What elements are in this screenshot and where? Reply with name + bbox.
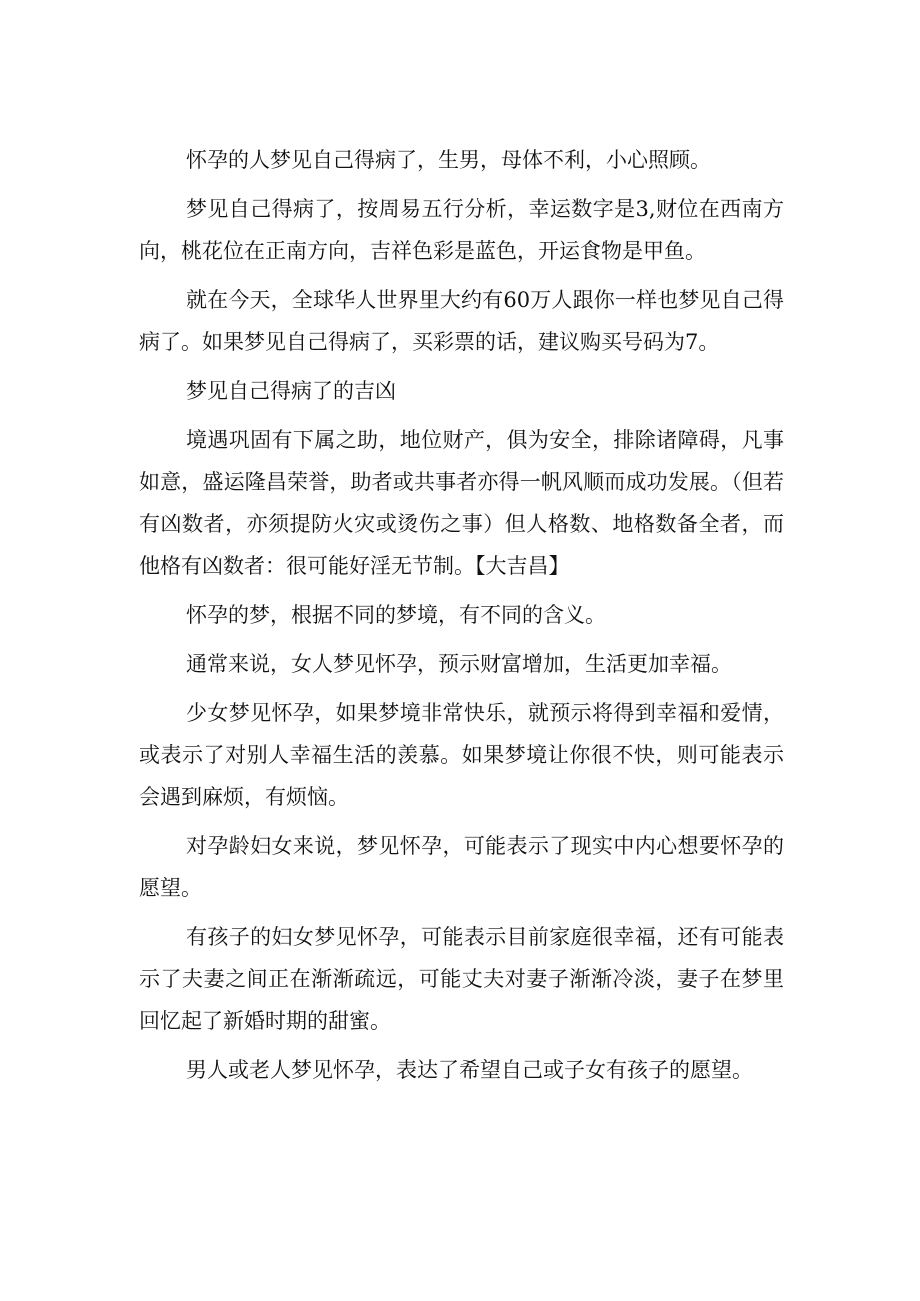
paragraph-pregnancy-dream-intro: 怀孕的梦，根据不同的梦境，有不同的含义。 (186, 603, 606, 627)
paragraph-five-elements: 梦见自己得病了，按周易五行分析，幸运数字是3,财位在西南方向，桃花位在正南方向，吉祥色彩是蓝色，开运食物是甲鱼。 (139, 197, 784, 263)
paragraph-today-stats: 就在今天，全球华人世界里大约有60万人跟你一样也梦见自己得病了。如果梦见自己得病了，买彩票的话，建议购买号码为7。 (139, 288, 784, 354)
paragraph-childbearing-age-dream: 对孕龄妇女来说，梦见怀孕，可能表示了现实中内心想要怀孕的愿望。 (139, 834, 784, 900)
paragraph-girl-dream: 少女梦见怀孕，如果梦境非常快乐，就预示将得到幸福和爱情，或表示了对别人幸福生活的羡慕。如果梦境让你很不快，则可能表示会遇到麻烦，有烦恼。 (139, 701, 784, 809)
paragraph-pregnant-sick: 怀孕的人梦见自己得病了，生男，母体不利，小心照顾。 (186, 148, 711, 172)
document-body (139, 139, 784, 1098)
paragraph-women-dream: 通常来说，女人梦见怀孕，预示财富增加，生活更加幸福。 (186, 652, 732, 676)
paragraph-fortune-heading: 梦见自己得病了的吉凶 (186, 379, 396, 403)
paragraph-men-elderly-dream: 男人或老人梦见怀孕，表达了希望自己或子女有孩子的愿望。 (186, 1058, 753, 1082)
paragraph-mother-dream: 有孩子的妇女梦见怀孕，可能表示目前家庭很幸福，还有可能表示了夫妻之间正在渐渐疏远，可能丈夫对妻子渐渐冷淡，妻子在梦里回忆起了新婚时期的甜蜜。 (139, 925, 784, 1033)
paragraph-fortune-detail: 境遇巩固有下属之助，地位财产，俱为安全，排除诸障碍，凡事如意，盛运隆昌荣誉，助者或共事者亦得一帆风顺而成功发展。（但若有凶数者，亦须提防火灾或烫伤之事）但人格数、地格数备全者，而他格有凶数者：很可能好淫无节制。【大吉昌】 (139, 428, 784, 578)
